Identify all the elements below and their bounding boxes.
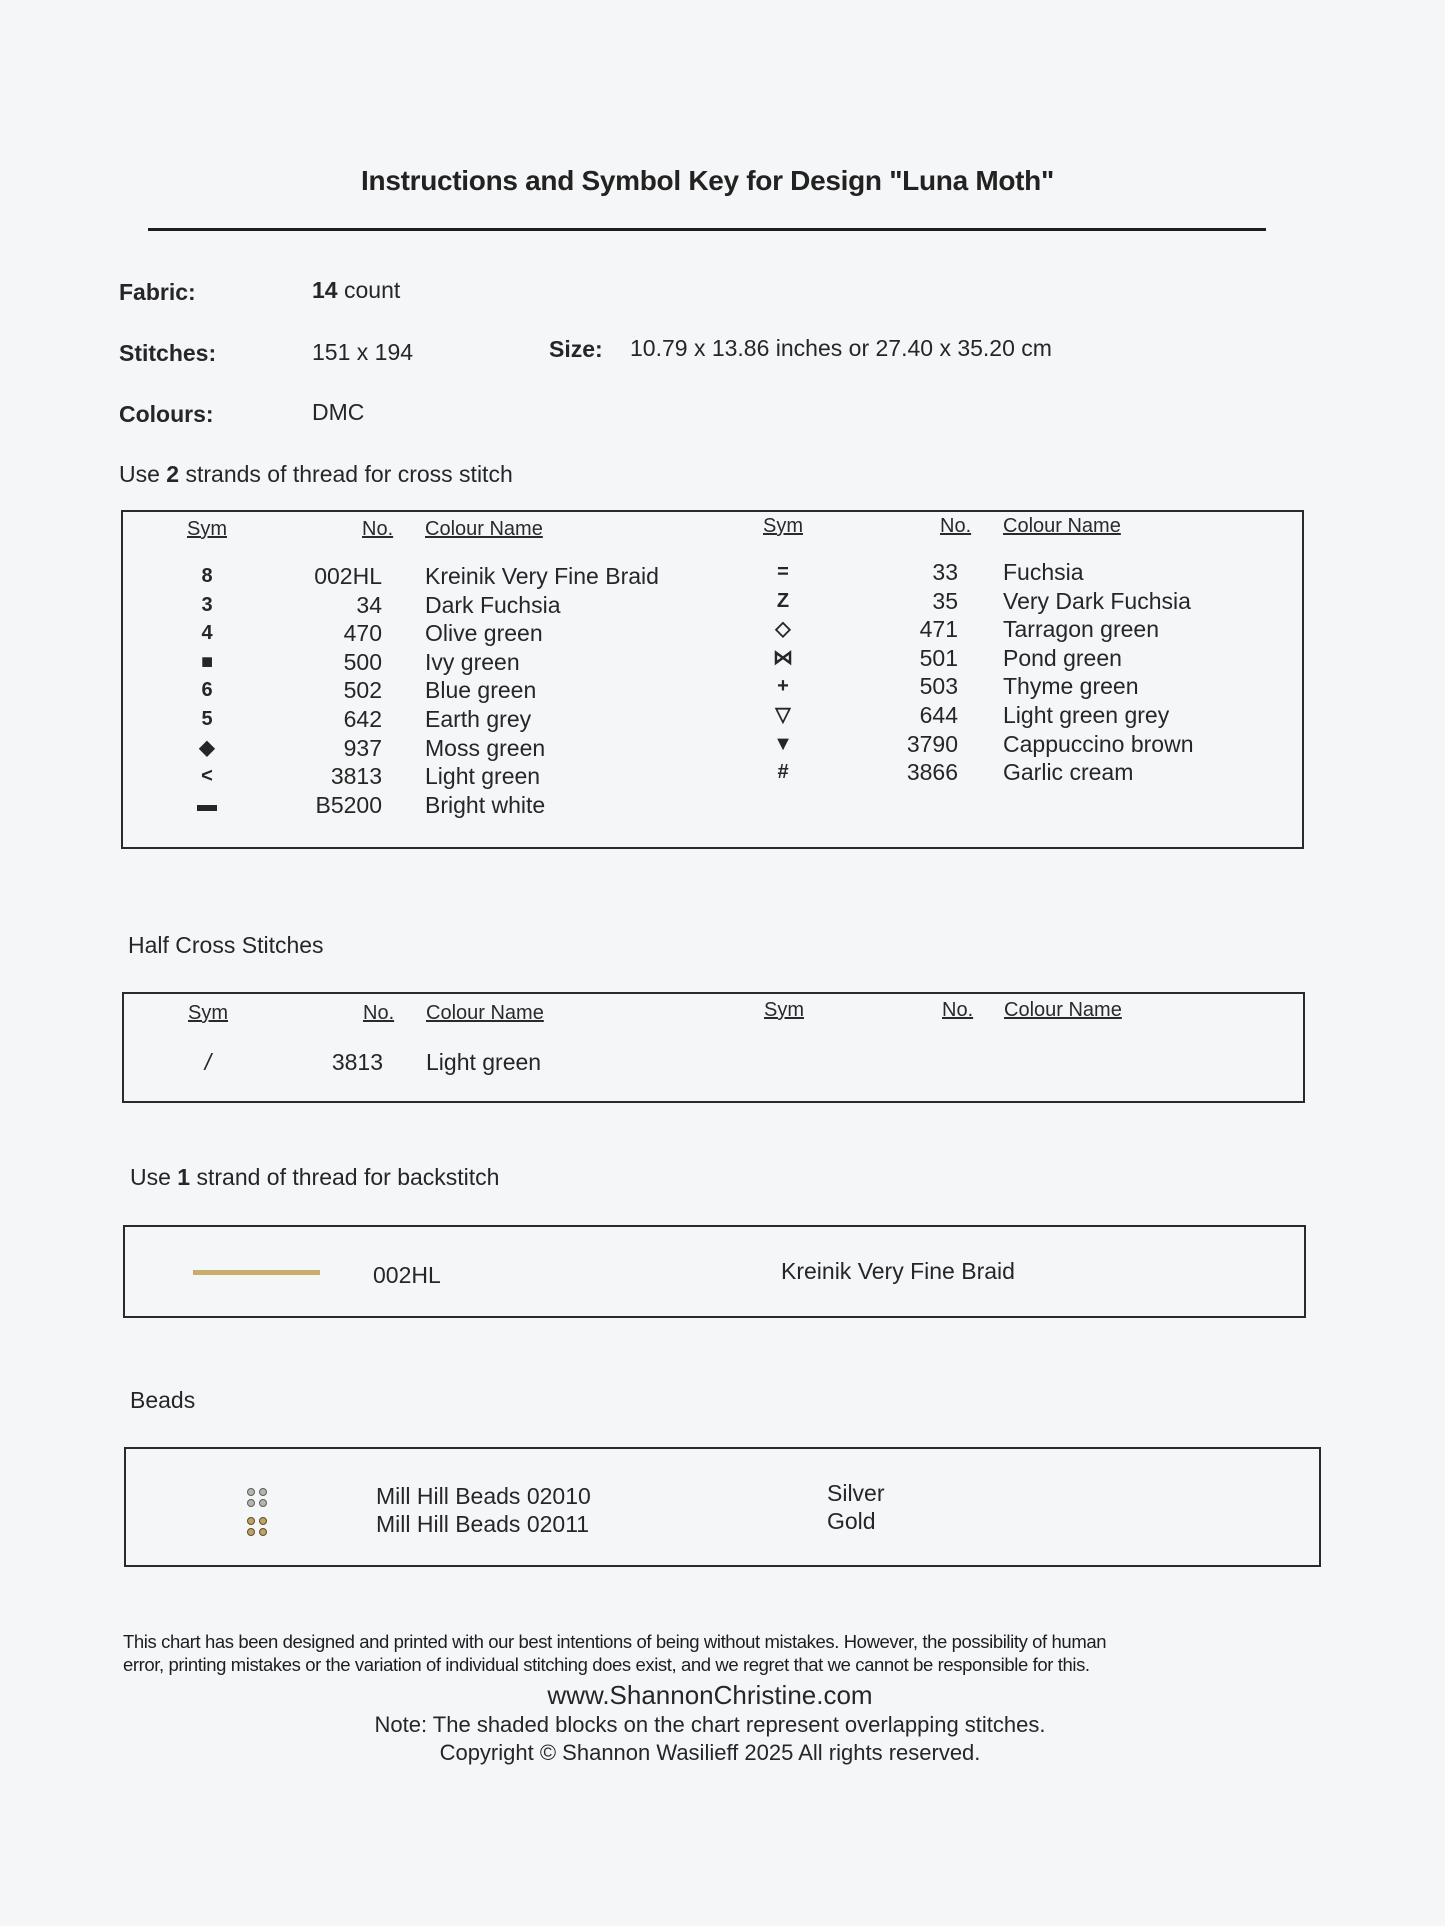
half-cross-heading: Half Cross Stitches	[128, 932, 324, 958]
hash-icon: #	[777, 761, 789, 784]
page-title: Instructions and Symbol Key for Design "Luna Moth"	[361, 165, 1054, 196]
less-than-icon: <	[201, 765, 213, 788]
header-colour-name-right: Colour Name	[1003, 515, 1121, 537]
half-header-no-right: No.	[942, 999, 974, 1021]
header-no-right: No.	[940, 515, 972, 537]
heading-suffix: strand of thread for backstitch	[196, 1164, 500, 1190]
colour-name: Blue green	[425, 677, 537, 704]
colour-number: B5200	[315, 791, 382, 818]
digit-five-icon: 5	[201, 708, 213, 730]
colours-label: Colours:	[119, 401, 214, 427]
gold-bead-cluster-icon	[247, 1512, 267, 1536]
fabric-label: Fabric:	[119, 279, 196, 305]
colour-number: 937	[343, 734, 382, 761]
heading-prefix: Use	[119, 461, 160, 487]
backstitch-no: 002HL	[373, 1262, 441, 1288]
colour-number: 644	[919, 702, 958, 728]
colour-name: Light green	[425, 763, 541, 790]
letter-z-icon: Z	[776, 589, 790, 612]
colour-name: Olive green	[425, 620, 543, 647]
backstitch-line-swatch	[193, 1270, 320, 1275]
colour-number: 470	[343, 620, 382, 647]
half-header-sym-right: Sym	[764, 999, 804, 1021]
cross-stitch-heading	[119, 461, 513, 488]
colour-number: 642	[343, 706, 382, 732]
size-value: 10.79 x 13.86 inches or 27.40 x 35.20 cm	[630, 335, 1052, 361]
backstitch-key-box	[123, 1225, 1306, 1318]
colour-number: 35	[932, 587, 958, 614]
colour-number: 502	[343, 677, 382, 704]
header-colour-name: Colour Name	[425, 518, 543, 540]
colour-name: Garlic cream	[1003, 759, 1134, 786]
filled-triangle-down-icon: ▼	[773, 732, 793, 755]
bead-colour-silver: Silver	[827, 1480, 885, 1506]
disclaimer-line-1: This chart has been designed and printed with our best intentions of being without mistakes. However, the possibility of human	[123, 1631, 1107, 1652]
outline-triangle-down-icon: ▽	[775, 704, 791, 726]
colour-number: 501	[919, 644, 958, 671]
dash-icon: ▬	[197, 793, 217, 816]
filled-diamond-icon: ◆	[199, 736, 215, 759]
digit-three-icon: 3	[201, 593, 213, 616]
fabric-value	[312, 277, 400, 304]
header-sym: Sym	[187, 518, 227, 540]
half-header-sym: Sym	[188, 1002, 228, 1024]
colour-name: Tarragon green	[1003, 616, 1159, 643]
colour-number: 002HL	[314, 563, 382, 589]
half-header-colour-name: Colour Name	[426, 1002, 544, 1024]
cross-stitch-key-box	[121, 510, 1304, 849]
colour-number: 34	[356, 591, 382, 618]
colour-name: Ivy green	[425, 648, 520, 675]
half-cross-key-box	[122, 992, 1305, 1103]
plus-icon: +	[777, 675, 789, 698]
bowtie-icon: ⋈	[773, 646, 793, 669]
title-divider	[148, 228, 1266, 231]
outline-diamond-icon: ◇	[775, 618, 791, 641]
colours-value: DMC	[312, 399, 365, 425]
overlap-note: Note: The shaded blocks on the chart represent overlapping stitches.	[374, 1712, 1046, 1737]
beads-heading: Beads	[130, 1387, 196, 1413]
digit-four-icon: 4	[201, 622, 213, 645]
heading-prefix: Use	[130, 1164, 171, 1190]
half-header-no: No.	[363, 1002, 395, 1024]
disclaimer-line-2: error, printing mistakes or the variation of individual stitching does exist, and we regret that we cannot be responsible for this.	[123, 1654, 1090, 1675]
silver-bead-cluster-icon	[247, 1483, 267, 1507]
half-header-colour-name-right: Colour Name	[1004, 999, 1122, 1021]
colour-name: Moss green	[425, 734, 546, 761]
digit-eight-icon: 8	[201, 565, 213, 587]
slash-icon: /	[204, 1049, 212, 1075]
strand-count: 1	[177, 1164, 191, 1190]
colour-number: 471	[919, 616, 958, 643]
colour-name: Light green grey	[1003, 702, 1170, 728]
colour-name: Kreinik Very Fine Braid	[425, 563, 659, 589]
colour-name: Bright white	[425, 791, 546, 818]
colour-number: 3813	[330, 763, 382, 790]
beads-key-box	[124, 1447, 1321, 1567]
digit-six-icon: 6	[201, 679, 213, 702]
colour-number: 500	[343, 648, 382, 675]
bead-name-gold: Mill Hill Beads 02011	[376, 1511, 590, 1537]
filled-square-icon: ■	[200, 650, 214, 673]
colour-name: Very Dark Fuchsia	[1003, 587, 1191, 614]
half-cross-name: Light green	[426, 1049, 542, 1075]
fabric-count: 14	[312, 277, 338, 303]
colour-name: Cappuccino brown	[1003, 730, 1194, 757]
colour-name: Dark Fuchsia	[425, 591, 561, 618]
colour-name: Fuchsia	[1003, 559, 1084, 585]
colour-name: Thyme green	[1003, 673, 1139, 700]
colour-name: Pond green	[1003, 644, 1122, 671]
fabric-unit: count	[343, 277, 401, 303]
half-cross-no: 3813	[331, 1049, 383, 1075]
heading-suffix: strands of thread for cross stitch	[185, 461, 513, 487]
website-link[interactable]: www.ShannonChristine.com	[547, 1680, 873, 1710]
bead-name-silver: Mill Hill Beads 02010	[376, 1483, 591, 1509]
header-no: No.	[362, 518, 394, 540]
size-label: Size:	[549, 336, 603, 362]
stitches-label: Stitches:	[119, 340, 217, 366]
header-sym-right: Sym	[763, 515, 803, 537]
strand-count: 2	[166, 461, 180, 487]
equals-icon: =	[777, 561, 789, 583]
colour-number: 503	[919, 673, 958, 700]
bead-colour-gold: Gold	[827, 1508, 876, 1534]
colour-number: 33	[932, 559, 958, 585]
stitches-value: 151 x 194	[312, 339, 414, 365]
backstitch-name: Kreinik Very Fine Braid	[781, 1258, 1015, 1284]
copyright: Copyright © Shannon Wasilieff 2025 All rights reserved.	[439, 1740, 981, 1765]
colour-name: Earth grey	[425, 706, 532, 732]
backstitch-heading	[130, 1164, 499, 1191]
colour-number: 3866	[906, 759, 958, 786]
colour-number: 3790	[906, 730, 958, 757]
